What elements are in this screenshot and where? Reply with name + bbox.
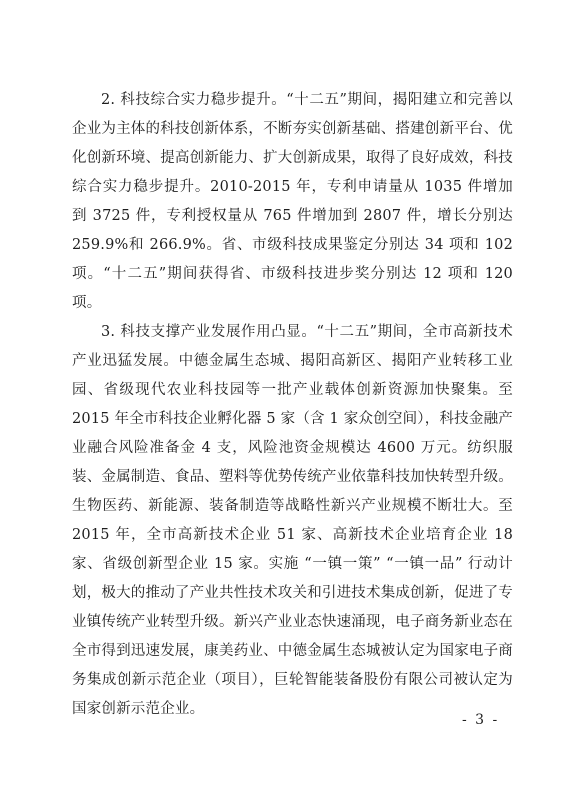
paragraph-tech-strength: 2. 科技综合实力稳步提升。“十二五”期间，揭阳建立和完善以企业为主体的科技创新体系，不断夯实创新基础、搭建创新平台、优化创新环境、提高创新能力、扩大创新成果，取得了良好成效，科技综合实力稳步提升。2010-2015 年，专利申请量从 1035 件增加到 3725 件，专利授权量从 765 件增加到 2807 件，增长分别达 259.9%和 266.9%。省、市级科技成果鉴定分别达 34 项和 102 项。“十二五”期间获得省、市级科技进步奖分别达 12 项和 120 项。 [72, 92, 513, 311]
paragraph-industry-support: 3. 科技支撑产业发展作用凸显。“十二五”期间，全市高新技术产业迅猛发展。中德金属生态城、揭阳高新区、揭阳产业转移工业园、省级现代农业科技园等一批产业载体创新资源加快聚集。至 2015 年全市科技企业孵化器 5 家（含 1 家众创空间），科技金融产业融合风险准备金 4 支，风险池资金规模达 4600 万元。纺织服装、金属制造、食品、塑料等优势传统产业依靠科技加快转型升级。生物医药、新能源、装备制造等战略性新兴产业规模不断壮大。至 2015 年，全市高新技术企业 51 家、高新技术企业培育企业 18 家、省级创新型企业 15 家。实施 “一镇一策” “一镇一品” 行动计划，极大的推动了产业共性技术攻关和引进技术集成创新，促进了专业镇传统产业转型升级。新兴产业业态快速涌现，电子商务新业态在全市得到迅速发展，康美药业、中德金属生态城被认定为国家电子商务集成创新示范企业（项目），巨轮智能装备股份有限公司被认定为国家创新示范企业。 [72, 324, 513, 717]
page-number: - 3 - [462, 712, 500, 728]
